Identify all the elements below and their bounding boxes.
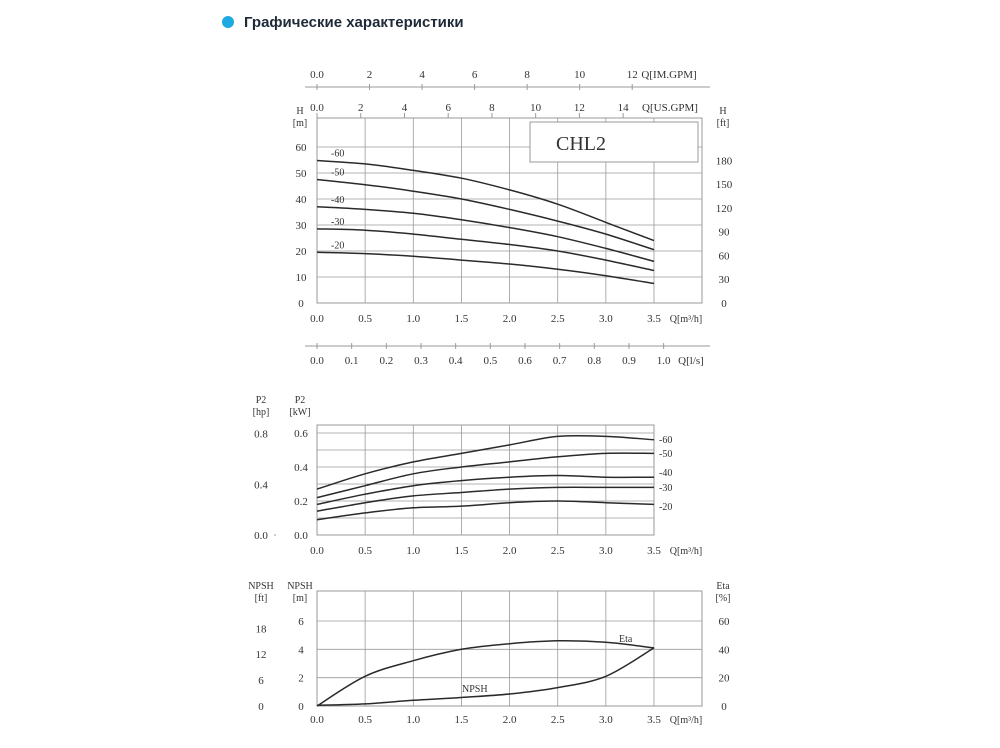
im-gpm-tick-label: 0.0 [310,69,324,81]
power-y-axis-label-hp: [hp] [252,407,270,418]
eta-y-tick-label-pct: 60 [718,616,730,628]
head-series-label: -20 [331,240,345,252]
ls-tick-label: 0.0 [310,355,324,367]
head-x-tick-label: 2.5 [550,313,565,325]
us-gpm-tick-label: 0.0 [310,102,324,114]
power-plot-frame [317,425,654,535]
head-y-tick-label-m: 0 [298,298,304,310]
power-x-axis-label: Q[m³/h] [669,546,703,557]
im-gpm-tick-label: 6 [471,69,478,81]
head-x-tick-label: 0.0 [310,313,324,325]
head-x-tick-label: 3.0 [598,313,613,325]
eta-y-axis-label: [%] [715,593,731,604]
power-series-label: -40 [659,468,673,479]
power-y-tick-label-hp: 0.4 [254,479,268,492]
head-series-label: -50 [331,167,345,179]
us-gpm-tick-label: 8 [489,102,495,114]
npsh-x-tick-label: 0.5 [358,714,373,726]
npsh-y-tick-label-ft: 6 [258,675,264,688]
head-series-label: -30 [331,216,345,228]
npsh-x-tick-label: 0.0 [310,714,324,726]
head-series-label: -40 [331,194,345,206]
power-y-tick-label-kw: 0.2 [294,496,308,508]
power-x-tick-label: 0.5 [358,545,373,557]
us-gpm-tick-label: 6 [445,102,451,114]
npsh-y-tick-label-ft: 12 [255,649,267,662]
power-y-tick-label-kw: 0.6 [294,428,308,440]
power-x-tick-label: 3.0 [598,545,613,557]
head-y-tick-label-ft: 180 [715,155,733,168]
head-y-tick-label-m: 20 [295,246,307,258]
head-y-tick-label-m: 50 [295,168,307,180]
power-series-label: -60 [659,435,673,446]
npsh-y-axis-label-ft: [ft] [254,593,268,604]
head-curve-n30 [317,229,654,271]
head-y-tick-label-m: 30 [295,220,307,232]
npsh-y-axis-label-m: NPSH [287,581,313,592]
npsh-x-tick-label: 2.0 [502,714,517,726]
power-y-tick-label-hp: 0.8 [254,428,268,441]
npsh-x-tick-label: 1.5 [454,714,469,726]
power-chart [253,395,703,557]
head-curve-n60 [317,161,654,241]
us-gpm-tick-label: 14 [617,102,629,114]
head-y-tick-label-m: 40 [295,194,307,206]
eta-y-tick-label-pct: 40 [718,644,730,657]
power-curve-n60 [317,436,654,489]
power-x-tick-label: 2.5 [550,545,565,557]
ls-tick-label: 0.8 [587,355,602,367]
npsh-x-tick-label: 1.0 [406,714,421,726]
im-gpm-tick-label: 4 [419,69,425,81]
us-gpm-tick-label: 4 [401,102,408,114]
head-y-tick-label-ft: 120 [715,202,733,215]
head-y-axis-label-right: [ft] [716,118,730,129]
head-series-label: -60 [331,148,345,160]
power-y-axis-label-kw: P2 [294,395,306,406]
npsh-y-tick-label-m: 6 [298,616,304,628]
ls-tick-label: 0.9 [622,355,636,367]
power-y-tick-label-kw: 0.4 [294,462,308,474]
im-gpm-tick-label: 10 [574,69,586,81]
npsh-y-axis-label-ft: NPSH [248,581,274,592]
im-gpm-tick-label: 12 [626,69,638,81]
npsh-eta-chart [248,581,730,726]
eta-series-label: Eta [619,634,633,645]
im-gpm-axis-label: Q[IM.GPM] [641,69,697,81]
power-y-tick-label-hp: 0.0 [254,530,268,542]
power-series-label: -20 [659,502,673,513]
ls-tick-label: 0.7 [552,355,567,367]
us-gpm-tick-label: 2 [357,102,364,114]
head-y-axis-label-left: [m] [292,118,308,129]
power-x-tick-label: 1.0 [406,545,421,557]
head-chart [293,69,733,367]
npsh-y-tick-label-m: 0 [298,701,304,713]
head-x-tick-label: 1.0 [406,313,421,325]
npsh-curve [317,648,654,705]
npsh-series-label: NPSH [462,684,488,695]
power-curve-n30 [317,487,654,511]
power-x-tick-label: 3.5 [647,545,661,557]
head-y-tick-label-ft: 0 [721,298,727,310]
im-gpm-tick-label: 8 [524,69,530,81]
power-x-tick-label: 1.5 [454,545,469,557]
head-x-tick-label: 2.0 [502,313,517,325]
head-y-tick-label-m: 60 [295,142,307,154]
power-y-tick-label-kw: 0.0 [294,530,308,542]
ls-tick-label: 0.1 [344,355,359,367]
power-series-label: -50 [659,449,673,460]
model-label: CHL2 [556,133,606,155]
npsh-y-tick-label-ft: 18 [255,623,267,636]
head-y-tick-label-ft: 60 [718,250,730,263]
head-y-tick-label-m: 10 [295,272,307,284]
ls-tick-label: 0.4 [448,355,463,367]
head-x-tick-label: 1.5 [454,313,469,325]
us-gpm-tick-label: 12 [573,102,585,114]
head-y-tick-label-ft: 30 [718,274,730,287]
npsh-x-tick-label: 3.5 [647,714,661,726]
eta-y-axis-label: Eta [716,581,730,592]
head-y-tick-label-ft: 150 [715,179,733,192]
head-x-tick-label: 0.5 [358,313,373,325]
head-curve-n20 [317,252,654,283]
power-y-axis-label-kw: [kW] [289,407,311,418]
section-title: Графические характеристики [244,13,464,31]
head-x-axis-label: Q[m³/h] [669,314,703,325]
npsh-x-tick-label: 2.5 [550,714,565,726]
ls-tick-label: 0.2 [379,355,394,367]
head-x-tick-label: 3.5 [647,313,661,325]
eta-y-tick-label-pct: 20 [718,672,730,685]
ls-tick-label: 0.6 [518,355,532,367]
head-y-axis-label-right: H [719,106,727,117]
power-curve-n20 [317,501,654,520]
im-gpm-tick-label: 2 [366,69,373,81]
power-y-axis-label-hp: P2 [255,395,267,406]
npsh-y-tick-label-m: 2 [298,672,304,685]
head-y-tick-label-ft: 90 [718,226,730,239]
npsh-y-tick-label-m: 4 [298,644,304,657]
npsh-y-tick-label-ft: 0 [258,701,264,713]
power-x-tick-label: 2.0 [502,545,517,557]
ls-axis-label: Q[l/s] [678,355,704,367]
eta-y-tick-label-pct: 0 [721,701,727,713]
us-gpm-tick-label: 10 [530,102,542,114]
us-gpm-axis-label: Q[US.GPM] [642,102,698,114]
power-curve-n40 [317,476,654,505]
ls-tick-label: 0.3 [414,355,428,367]
head-y-axis-label-left: H [296,106,304,117]
power-x-tick-label: 0.0 [310,545,324,557]
ls-tick-label: 0.5 [483,355,498,367]
ls-tick-label: 1.0 [656,355,671,367]
head-curve-n50 [317,180,654,250]
npsh-x-axis-label: Q[m³/h] [669,715,703,726]
npsh-y-axis-label-m: [m] [292,593,308,604]
npsh-x-tick-label: 3.0 [598,714,613,726]
power-series-label: -30 [659,483,673,494]
